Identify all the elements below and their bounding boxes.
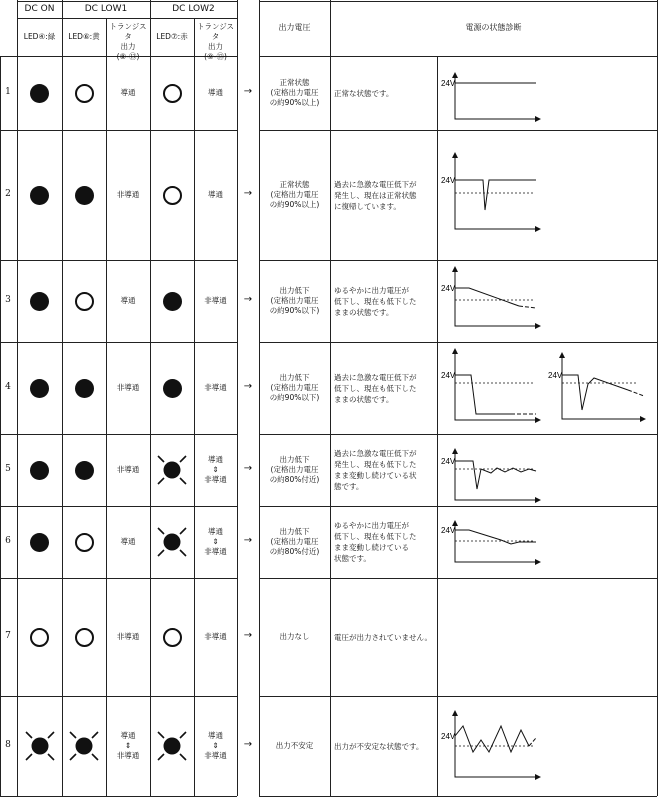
transistor-output-1: 導通 <box>120 296 136 305</box>
led4-lit <box>30 292 49 311</box>
transistor-output-1: 非導通 <box>116 465 140 474</box>
led7-blinking <box>154 524 190 560</box>
header-led4: LED④:緑 <box>23 32 56 41</box>
row-rule <box>259 342 657 343</box>
diagnosis-text: 過去に急激な電圧低下が 低下し、現在も低下した ままの状態です。 <box>334 372 417 404</box>
graph-axes <box>455 450 539 500</box>
output-voltage-status: 出力なし <box>279 632 310 641</box>
graph-axis-arrowheads <box>452 348 541 423</box>
table-rule <box>657 56 658 796</box>
table-rule <box>0 56 1 796</box>
row-number: 2 <box>5 189 11 199</box>
header-top-rule <box>259 1 657 2</box>
diagnosis-text: 正常な状態です。 <box>334 88 394 98</box>
led7-lit <box>163 379 182 398</box>
led6-unlit <box>75 628 94 647</box>
row-number: 5 <box>5 464 11 474</box>
graph-voltage-trace <box>455 726 529 752</box>
led4-blinking <box>22 728 58 764</box>
row-rule <box>259 578 657 579</box>
output-voltage-status: 出力不安定 <box>275 741 314 750</box>
row-rule <box>259 130 657 131</box>
led6-lit <box>75 461 94 480</box>
led4-lit <box>30 461 49 480</box>
table-rule <box>237 0 238 56</box>
row-rule <box>0 260 237 261</box>
header-output-voltage: 出力電圧 <box>278 23 311 32</box>
transistor-output-1: 非導通 <box>116 190 140 199</box>
row-rule <box>259 434 657 435</box>
led6-blinking <box>66 728 102 764</box>
table-rule <box>237 56 238 796</box>
header-dc-on: DC ON <box>24 4 55 14</box>
graph-24v-label: 24V <box>441 79 456 88</box>
voltage-graph-alt <box>548 350 648 425</box>
led7-blinking <box>154 728 190 764</box>
led7-lit <box>163 292 182 311</box>
voltage-graph <box>441 264 543 332</box>
graph-24v-label: 24V <box>441 732 456 741</box>
output-voltage-status: 出力低下 (定格出力電圧 の約80%付近) <box>269 455 320 484</box>
table-rule <box>259 56 260 796</box>
voltage-graph <box>441 708 543 783</box>
led4-unlit <box>30 628 49 647</box>
graph-axes <box>455 74 539 119</box>
diagnosis-text: 電圧が出力されていません。 <box>334 632 432 642</box>
graph-voltage-trace <box>562 375 628 410</box>
voltage-graph <box>441 346 543 426</box>
graph-voltage-trace-continuation <box>529 738 536 746</box>
graph-24v-label: 24V <box>441 371 456 380</box>
graph-axes <box>455 712 539 777</box>
table-rule <box>17 56 18 796</box>
header-mid-rule <box>17 18 237 19</box>
led4-lit <box>30 186 49 205</box>
led6-unlit <box>75 533 94 552</box>
graph-axis-arrowheads <box>452 710 541 780</box>
led6-unlit <box>75 292 94 311</box>
header-dc-low1: DC LOW1 <box>84 4 128 14</box>
graph-axes <box>455 350 539 420</box>
header-diagnosis: 電源の状態診断 <box>465 23 522 32</box>
header-dc-low2: DC LOW2 <box>172 4 215 14</box>
led6-unlit <box>75 84 94 103</box>
transistor-output-2: 導通 ⇕ 非導通 <box>204 455 227 484</box>
graph-voltage-trace <box>455 288 519 306</box>
table-rule <box>330 56 331 796</box>
diagnosis-text: ゆるやかに出力電圧が 低下し、現在も低下した ままの状態です。 <box>334 285 417 317</box>
arrow-icon: → <box>243 739 253 750</box>
diagnosis-text: ゆるやかに出力電圧が 低下し、現在も低下した まま変動し続けている 状態です。 <box>334 521 417 563</box>
transistor-output-1: 導通 ⇕ 非導通 <box>116 731 140 760</box>
led7-unlit <box>163 186 182 205</box>
row-number: 1 <box>5 87 11 97</box>
table-rule <box>437 56 438 796</box>
row-number: 7 <box>5 631 11 641</box>
table-rule <box>150 56 151 796</box>
output-voltage-status: 出力低下 (定格出力電圧 の約90%以下) <box>269 286 320 315</box>
header-top-rule <box>17 1 237 2</box>
arrow-icon: → <box>243 294 253 305</box>
transistor-output-2: 導通 ⇕ 非導通 <box>204 731 227 760</box>
transistor-output-2: 導通 <box>208 88 223 97</box>
graph-voltage-trace <box>455 530 536 544</box>
arrow-icon: → <box>243 381 253 392</box>
header-transistor-output-1: トランジスタ 出力 (⑧-⑬) <box>109 22 147 61</box>
row-number: 3 <box>5 295 11 305</box>
row-rule <box>259 260 657 261</box>
row-rule <box>0 696 237 697</box>
graph-24v-label: 24V <box>548 371 563 380</box>
led7-unlit <box>163 84 182 103</box>
transistor-output-1: 非導通 <box>116 632 140 641</box>
output-voltage-status: 出力低下 (定格出力電圧 の約80%付近) <box>269 527 320 556</box>
diagnosis-text: 出力が不安定な状態です。 <box>334 741 424 751</box>
row-rule <box>0 434 237 435</box>
arrow-icon: → <box>243 463 253 474</box>
led6-lit <box>75 379 94 398</box>
transistor-output-2: 非導通 <box>204 383 227 392</box>
diagnosis-text: 過去に急激な電圧低下が 発生し、現在は正常状態 に復帰しています。 <box>334 179 417 211</box>
table-rule <box>657 0 658 56</box>
row-number: 8 <box>5 740 11 750</box>
arrow-icon: → <box>243 535 253 546</box>
header-led7: LED⑦:赤 <box>156 32 188 41</box>
graph-voltage-trace <box>455 375 511 414</box>
arrow-icon: → <box>243 188 253 199</box>
led4-lit <box>30 533 49 552</box>
led7-blinking <box>154 452 190 488</box>
row-rule <box>0 342 237 343</box>
graph-axis-arrowheads <box>452 152 541 232</box>
graph-axes <box>562 354 644 419</box>
row-rule <box>0 578 237 579</box>
graph-voltage-trace-continuation <box>628 390 644 396</box>
diagnosis-text: 過去に急激な電圧低下が 発生し、現在も低下した まま変動し続けている状 態です。 <box>334 449 417 491</box>
table-rule <box>194 56 195 796</box>
graph-voltage-trace-continuation <box>519 306 536 308</box>
voltage-graph <box>441 70 543 125</box>
transistor-output-2: 非導通 <box>204 632 227 641</box>
graph-axis-arrowheads <box>452 448 541 503</box>
graph-24v-label: 24V <box>441 526 456 535</box>
arrow-icon: → <box>243 630 253 641</box>
transistor-output-2: 非導通 <box>204 296 227 305</box>
graph-axis-arrowheads <box>559 352 646 422</box>
led7-unlit <box>163 628 182 647</box>
graph-voltage-trace <box>455 461 536 489</box>
led4-lit <box>30 379 49 398</box>
graph-axes <box>455 154 539 229</box>
table-rule <box>62 56 63 796</box>
arrow-icon: → <box>243 86 253 97</box>
graph-24v-label: 24V <box>441 284 456 293</box>
voltage-graph <box>441 446 543 506</box>
transistor-output-1: 導通 <box>120 537 136 546</box>
graph-axes <box>455 268 539 326</box>
row-number: 6 <box>5 536 11 546</box>
graph-24v-label: 24V <box>441 457 456 466</box>
row-rule <box>259 696 657 697</box>
row-rule <box>259 506 657 507</box>
output-voltage-status: 正常状態 (定格出力電圧 の約90%以上) <box>269 180 320 209</box>
voltage-graph <box>441 150 543 235</box>
graph-axis-arrowheads <box>452 72 541 122</box>
row-rule <box>0 506 237 507</box>
header-led6: LED⑥:黄 <box>68 32 100 41</box>
header-bottom-rule <box>259 56 657 57</box>
row-number: 4 <box>5 382 11 392</box>
transistor-output-1: 導通 <box>120 88 136 97</box>
voltage-graph <box>441 518 543 568</box>
header-transistor-output-2: トランジスタ 出力 (⑨-⑬) <box>196 22 235 61</box>
table-rule <box>106 56 107 796</box>
transistor-output-2: 導通 ⇕ 非導通 <box>204 527 227 556</box>
row-rule <box>0 130 237 131</box>
transistor-output-1: 非導通 <box>116 383 140 392</box>
graph-voltage-trace <box>455 180 536 210</box>
transistor-output-2: 導通 <box>208 190 223 199</box>
graph-24v-label: 24V <box>441 176 456 185</box>
led4-lit <box>30 84 49 103</box>
led6-lit <box>75 186 94 205</box>
output-voltage-status: 正常状態 (定格出力電圧 の約90%以上) <box>269 78 320 107</box>
output-voltage-status: 出力低下 (定格出力電圧 の約90%以下) <box>269 373 320 402</box>
